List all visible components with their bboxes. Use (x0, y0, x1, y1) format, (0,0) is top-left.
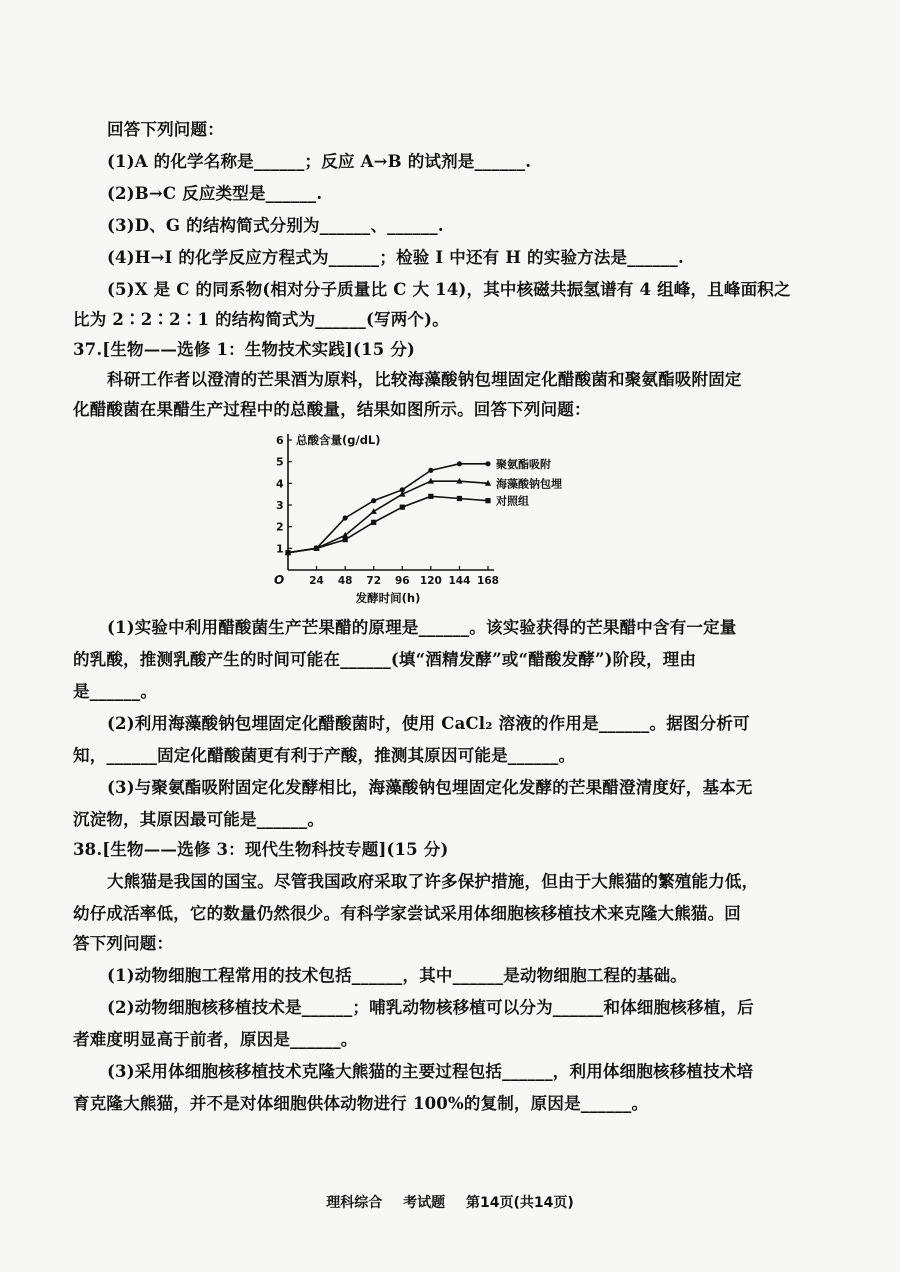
y-tick-label: 3 (276, 499, 284, 512)
y-tick-label: 5 (276, 455, 284, 469)
x-tick-label: 144 (448, 575, 471, 587)
data-point (428, 494, 433, 499)
acid-content-chart (250, 418, 600, 608)
data-point (343, 537, 348, 542)
x-axis-label: 发酵时间(h) (355, 591, 421, 605)
question-1: (1)A 的化学名称是______；反应 A→B 的试剂是______. (107, 152, 532, 171)
chart-svg (250, 418, 600, 608)
text-line: 回答下列问题： (107, 120, 224, 139)
text-line: 化醋酸菌在果醋生产过程中的总酸量，结果如图所示。回答下列问题： (73, 400, 591, 419)
question-37-2: (2)利用海藻酸钠包埋固定化醋酸菌时，使用 CaCl₂ 溶液的作用是______。据图分析可 (107, 714, 750, 733)
y-tick-label: 4 (276, 477, 284, 491)
y-tick-label: 1 (276, 542, 284, 556)
series-label: 聚氨酯吸附 (496, 457, 551, 471)
data-point (485, 461, 490, 466)
text-line: 科研工作者以澄清的芒果酒为原料，比较海藻酸钠包埋固定化醋酸菌和聚氨酯吸附固定 (107, 370, 742, 389)
section-38-heading: 38.[生物——选修 3：现代生物科技专题](15 分) (73, 840, 449, 859)
text-line: 沉淀物，其原因最可能是______。 (73, 810, 325, 829)
x-tick-label: 120 (419, 575, 442, 587)
question-38-1: (1)动物细胞工程常用的技术包括______，其中______是动物细胞工程的基础。 (107, 966, 687, 985)
question-37-3: (3)与聚氨酯吸附固定化发酵相比，海藻酸钠包埋固定化发酵的芒果醋澄清度好，基本无 (107, 778, 753, 797)
footer-page-number: 第14页(共14页) (465, 1195, 574, 1211)
question-4: (4)H→I 的化学反应方程式为______；检验 I 中还有 H 的实验方法是______. (107, 248, 684, 267)
y-tick-label: 2 (276, 520, 284, 534)
question-37-1: (1)实验中利用醋酸菌生产芒果醋的原理是______。该实验获得的芒果醋中含有一定量 (107, 618, 737, 637)
question-38-3: (3)采用体细胞核移植技术克隆大熊猫的主要过程包括______，利用体细胞核移植技术培 (107, 1062, 754, 1081)
data-point (371, 520, 376, 525)
x-tick-label: 24 (309, 575, 324, 587)
question-5: (5)X 是 C 的同系物(相对分子质量比 C 大 14)，其中核磁共振氢谱有 4 组峰，且峰面积之 (107, 280, 791, 299)
series-label: 对照组 (496, 494, 529, 508)
series-line (288, 464, 488, 553)
x-tick-label: 168 (477, 575, 499, 587)
question-2: (2)B→C 反应类型是______. (107, 184, 323, 203)
data-point (457, 461, 462, 466)
data-point (485, 498, 490, 503)
data-point (457, 496, 462, 501)
data-point (371, 498, 376, 503)
data-point (343, 515, 348, 520)
data-point (400, 505, 405, 510)
text-line: 比为 2∶2∶2∶1 的结构简式为______(写两个)。 (73, 310, 449, 329)
x-tick-label: 72 (366, 575, 382, 587)
series-line (288, 481, 488, 553)
origin-label: O (274, 573, 285, 587)
question-3: (3)D、G 的结构简式分别为______、______. (107, 216, 444, 235)
series-label: 海藻酸钠包埋 (496, 477, 562, 491)
text-line: 大熊猫是我国的国宝。尽管我国政府采取了许多保护措施，但由于大熊猫的繁殖能力低， (107, 872, 759, 891)
section-37-heading: 37.[生物——选修 1：生物技术实践](15 分) (73, 340, 416, 359)
data-point (285, 550, 290, 555)
text-line: 的乳酸，推测乳酸产生的时间可能在______(填“酒精发酵”或“醋酸发酵”)阶段，理由 (73, 650, 697, 669)
series-line (288, 496, 488, 552)
y-axis-label: 总酸含量(g/dL) (296, 433, 381, 447)
footer-subject: 理科综合 (326, 1195, 383, 1211)
data-point (314, 546, 319, 551)
question-38-2: (2)动物细胞核移植技术是______；哺乳动物核移植可以分为______和体细胞核移植，后 (107, 998, 754, 1017)
data-point (428, 468, 433, 473)
text-line: 是______。 (73, 682, 158, 701)
text-line: 者难度明显高于前者，原因是______。 (73, 1030, 358, 1049)
text-line: 答下列问题： (73, 934, 174, 953)
footer-type: 考试题 (403, 1195, 446, 1211)
text-line: 知，______固定化醋酸菌更有利于产酸，推测其原因可能是______。 (73, 746, 576, 765)
x-tick-label: 96 (394, 575, 410, 587)
page-footer (0, 1192, 900, 1212)
text-line: 育克隆大熊猫，并不是对体细胞供体动物进行 100%的复制，原因是______。 (73, 1094, 649, 1113)
text-line: 幼仔成活率低，它的数量仍然很少。有科学家尝试采用体细胞核移植技术来克隆大熊猫。回 (73, 904, 741, 923)
y-tick-label: 6 (276, 434, 284, 447)
x-tick-label: 48 (337, 575, 353, 587)
